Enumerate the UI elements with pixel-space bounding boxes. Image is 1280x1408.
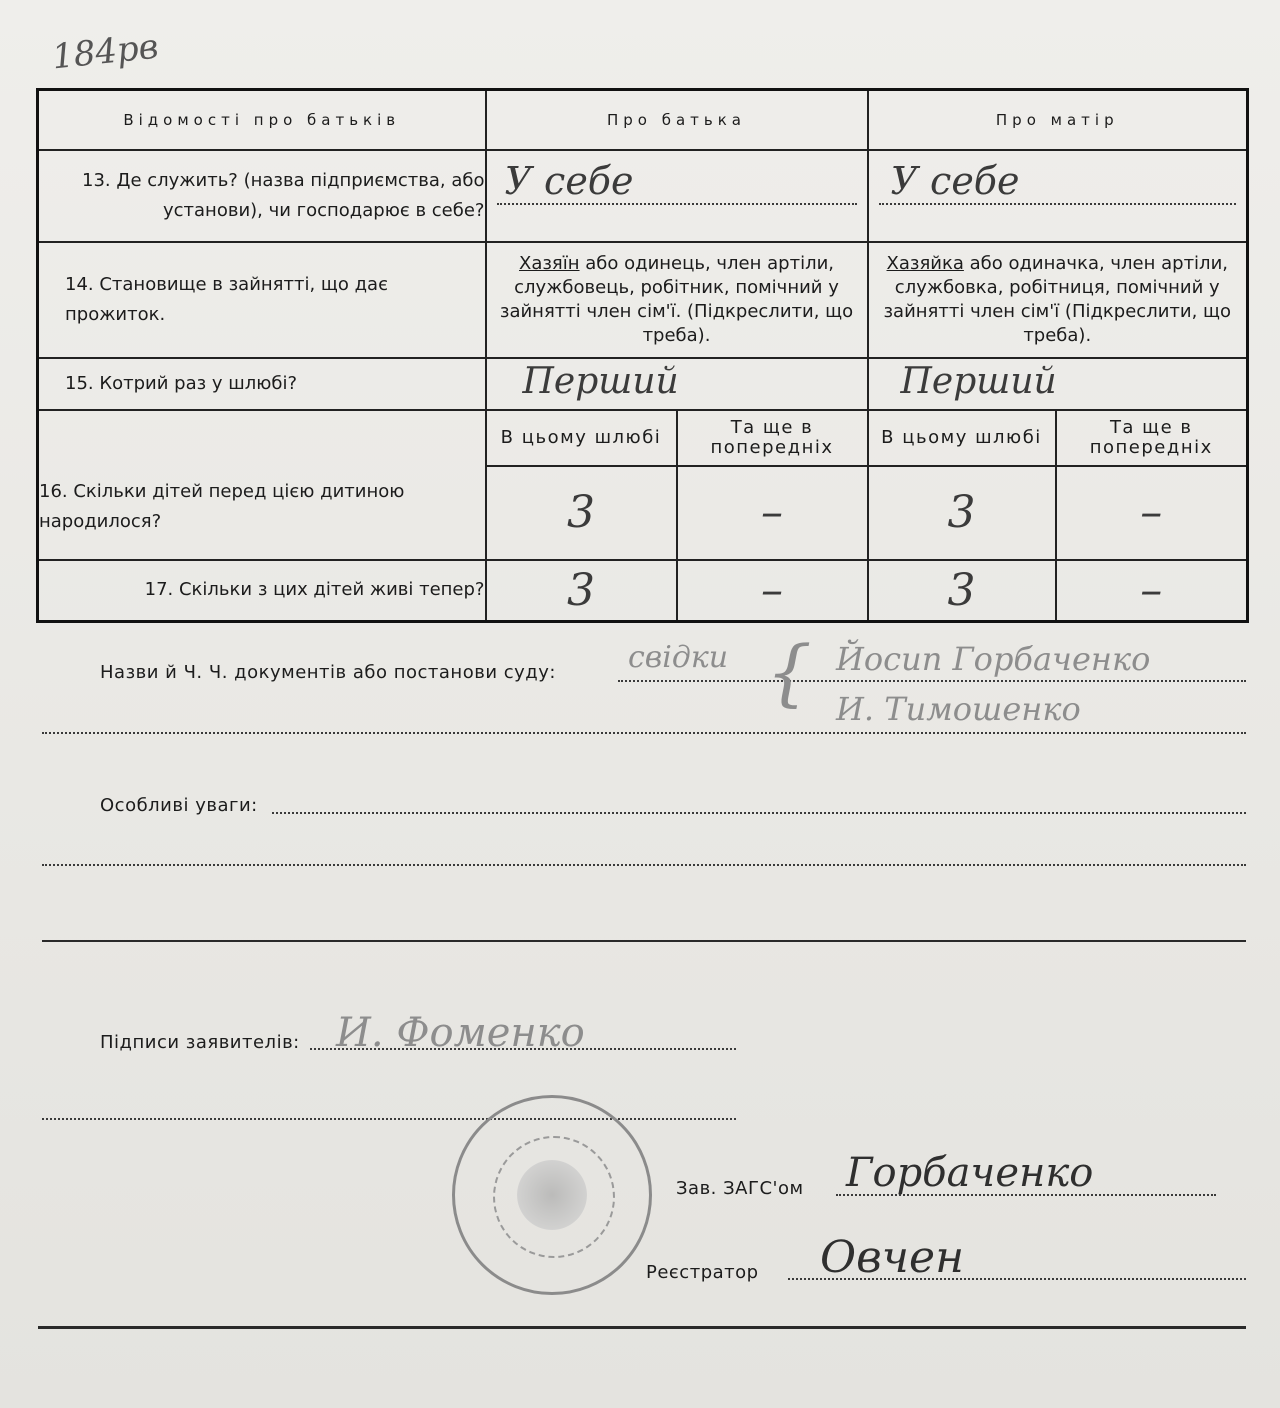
q15-mother-cell	[868, 358, 1248, 410]
registrar-signature: Овчен	[820, 1232, 965, 1283]
documents-brace: {	[766, 630, 812, 714]
q16-father-this-value: 3	[567, 487, 595, 538]
remarks-label: Особливі уваги:	[100, 795, 258, 816]
sub-mother-previous: Та ще в попередніх	[1056, 410, 1248, 466]
bottom-rule	[38, 1326, 1246, 1329]
q17-father-prev	[677, 560, 868, 622]
header-parents-info-label: Відомості про батьків	[123, 111, 401, 130]
head-signature: Горбаченко	[846, 1150, 1094, 1196]
documents-handwritten-prefix: свідки	[628, 640, 729, 675]
header-about-mother	[868, 90, 1248, 150]
row-q14	[38, 242, 1248, 358]
sub-father-previous: Та ще в попередніх	[677, 410, 868, 466]
documents-dotted-line-2	[42, 732, 1246, 734]
row-q17	[38, 560, 1248, 622]
q13-father-answer: У себе	[504, 158, 634, 203]
q14-mother-options	[868, 242, 1248, 358]
q14-father-other-options: або одинець, член артіли, службовець, робітник, помічний у зайнятті член сім'ї. (Підкреслити, що треба).	[499, 252, 854, 346]
q16-label: 16. Скільки дітей перед цією дитиною народилося?	[38, 410, 486, 560]
q13-mother-cell	[868, 150, 1248, 242]
remarks-dotted-line-1	[272, 812, 1246, 814]
q14-mother-selected-option: Хазяйка	[886, 252, 964, 274]
q16-mother-this-value: 3	[947, 487, 976, 538]
row-subheaders	[38, 410, 1248, 466]
q17-father-prev-value: –	[761, 564, 783, 616]
q14-label: 14. Становище в зайнятті, що дає прожиток.	[38, 242, 486, 358]
q13-label: 13. Де служить? (назва підприємства, або установи), чи господарює в себе?	[38, 150, 486, 242]
q14-father-options	[486, 242, 868, 358]
q17-father-this-value: 3	[567, 564, 595, 616]
q17-mother-prev	[1056, 560, 1248, 622]
documents-dotted-line-1	[618, 680, 1246, 682]
remarks-separator	[42, 940, 1246, 942]
q17-label: 17. Скільки з цих дітей живі тепер?	[38, 560, 486, 622]
q15-father-answer: Перший	[522, 360, 679, 402]
q13-father-cell	[486, 150, 868, 242]
q16-father-this	[486, 466, 677, 560]
row-q15	[38, 358, 1248, 410]
head-label: Зав. ЗАГС'ом	[676, 1178, 804, 1199]
q13-mother-answer: У себе	[890, 158, 1020, 203]
seal-emblem	[517, 1160, 587, 1230]
header-about-father	[486, 90, 868, 150]
q14-mother-other-options: або одиначка, член артіли, службовка, робітниця, помічний у зайнятті член сім'ї (Підкреслити, що треба).	[883, 252, 1231, 346]
q16-mother-prev-value: –	[1140, 487, 1163, 538]
header-parents-info	[38, 90, 486, 150]
q13-mother-dotted-line	[879, 203, 1237, 205]
q17-mother-this-value: 3	[947, 564, 976, 616]
registrar-label: Реєстратор	[646, 1262, 759, 1283]
q17-father-this	[486, 560, 677, 622]
applicants-label: Підписи заявителів:	[100, 1032, 300, 1053]
q16-father-prev	[677, 466, 868, 560]
documents-label: Назви й Ч. Ч. документів або постанови суду:	[100, 662, 556, 683]
applicants-dotted-line-2	[42, 1118, 736, 1120]
q14-father-selected-option: Хазяїн	[519, 252, 580, 274]
corner-handwritten-note: 184рв	[50, 26, 161, 78]
applicant-signature: И. Фоменко	[336, 1010, 585, 1056]
q15-label: 15. Котрий раз у шлюбі?	[38, 358, 486, 410]
remarks-dotted-line-2	[42, 864, 1246, 866]
row-q13	[38, 150, 1248, 242]
header-about-mother-label: Про матір	[995, 111, 1119, 130]
q17-mother-prev-value: –	[1140, 564, 1163, 616]
q16-father-prev-value: –	[761, 487, 783, 538]
q15-mother-answer: Перший	[900, 360, 1057, 402]
documents-witness-2: И. Тимошенко	[836, 690, 1081, 728]
header-about-father-label: Про батька	[606, 111, 747, 130]
official-seal	[452, 1095, 652, 1295]
q16-mother-this	[868, 466, 1056, 560]
q15-father-cell	[486, 358, 868, 410]
q13-father-dotted-line	[497, 203, 857, 205]
q16-mother-prev	[1056, 466, 1248, 560]
q17-mother-this	[868, 560, 1056, 622]
documents-witness-1: Йосип Горбаченко	[836, 640, 1151, 678]
table-header-row	[38, 90, 1248, 150]
parents-info-table	[36, 88, 1249, 623]
sub-father-this-marriage: В цьому шлюбі	[486, 410, 677, 466]
sub-mother-this-marriage: В цьому шлюбі	[868, 410, 1056, 466]
